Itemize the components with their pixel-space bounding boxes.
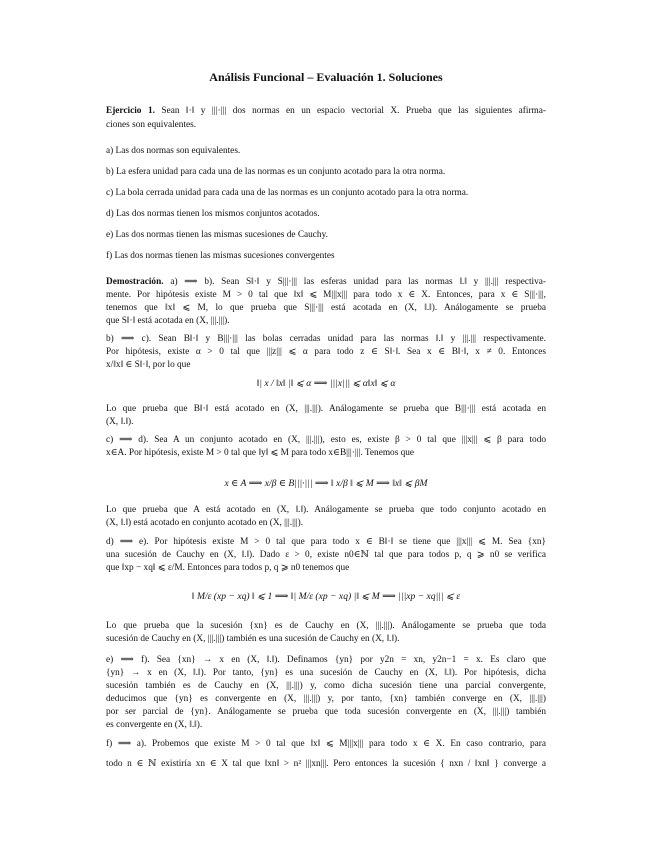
proof-line: que ‖xp − xq‖ ⩽ ε/M. Entonces para todos p, q ⩾ n0 tenemos que bbox=[106, 563, 350, 573]
proof-line: todo n ∈ ℕ existiría xn ∈ X tal que ‖xn‖ > n² |||xn|||. Pero entonces la sucesión { nxn / ‖xn‖ } converge a bbox=[106, 759, 546, 769]
list-item: e) Las dos normas tienen las mismas sucesiones de Cauchy. bbox=[106, 230, 328, 240]
list-item: a) Las dos normas son equivalentes. bbox=[106, 146, 241, 156]
proof-line: b) ⟹ c). Sean B‖·‖ y B|||·||| las bolas cerradas unidad para las normas ‖.‖ y |||.||| respectivamente. bbox=[106, 334, 546, 344]
equation: ‖ M/ε (xp − xq) ‖ ⩽ 1 ⟹ ‖| M/ε (xp − xq) |‖ ⩽ M ⟹ |||xp − xq||| ⩽ ε bbox=[191, 591, 461, 602]
exercise-line bbox=[106, 105, 546, 117]
list-item: d) Las dos normas tienen los mismos conjuntos acotados. bbox=[106, 209, 320, 219]
list-item: f) Las dos normas tienen las mismas sucesiones convergentes bbox=[106, 251, 335, 261]
proof-line: mente. Por hipótesis existe M > 0 tal que ‖x‖ ⩽ M|||x||| para todo x ∈ X. Entonces, para x ∈ S|||·|||, bbox=[106, 290, 546, 300]
proof-line: deducimos que {yn} es convergente en (X, |||.|||) y, por tanto, {xn} también converge en (X, |||.|||) bbox=[106, 694, 546, 704]
exercise-line: ciones son equivalentes. bbox=[106, 120, 197, 130]
proof-line: e) ⟹ f). Sea {xn} → x en (X, ‖.‖). Definamos {yn} por y2n = xn, y2n−1 = x. Es claro que bbox=[106, 655, 546, 665]
proof-line: x∈A. Por hipótesis, existe M > 0 tal que ‖y‖ ⩽ M para todo x∈B|||·|||. Tenemos que bbox=[106, 448, 415, 458]
proof-label: Demostración. bbox=[106, 277, 164, 287]
page-title: Análisis Funcional – Evaluación 1. Soluciones bbox=[209, 70, 443, 84]
list-item: b) La esfera unidad para cada una de las normas es un conjunto acotado para la otra norma. bbox=[106, 167, 446, 177]
proof-line: Por hipótesis, existe α > 0 tal que |||z||| ⩽ α para todo z ∈ S‖·‖. Sea x ∈ B‖·‖, x ≠ 0. Entonces bbox=[106, 347, 546, 357]
exercise-label: Ejercicio 1. bbox=[106, 106, 155, 116]
proof-line: sucesión también es de Cauchy en (X, |||.|||) y, como dicha sucesión tiene una parcial convergente, bbox=[106, 681, 546, 691]
proof-line: (X, ‖.‖). bbox=[106, 417, 134, 427]
proof-line: x/‖x‖ ∈ S‖·‖, por lo que bbox=[106, 360, 191, 370]
equation: ‖| x / ‖x‖ |‖ ⩽ α ⟹ |||x||| ⩽ α‖x‖ ⩽ α bbox=[256, 378, 396, 389]
proof-line: sucesión de Cauchy en (X, |||.|||) también es una sucesión de Cauchy en (X, ‖.‖). bbox=[106, 634, 400, 644]
list-item: c) La bola cerrada unidad para cada una de las normas es un conjunto acotado para la otra norma. bbox=[106, 188, 469, 198]
proof-line: c) ⟹ d). Sea A un conjunto acotado en (X, |||.|||), esto es, existe β > 0 tal que |||x||| ⩽ β para todo bbox=[106, 435, 546, 445]
proof-line: Lo que prueba que B‖·‖ está acotado en (X, |||.|||). Análogamente se prueba que B|||·||| está acotada en bbox=[106, 404, 546, 414]
proof-line: Lo que prueba que A está acotado en (X, ‖.‖). Análogamente se prueba que todo conjunto acotado en bbox=[106, 505, 546, 515]
proof-line: (X, ‖.‖) está acotado en conjunto acotado en (X, |||.|||). bbox=[106, 518, 304, 528]
proof-line bbox=[106, 276, 546, 288]
proof-line: Lo que prueba que la sucesión {xn} es de Cauchy en (X, |||.|||). Análogamente se prueba que toda bbox=[106, 621, 546, 631]
proof-line: tenemos que ‖x‖ ⩽ M, lo que prueba que S|||·||| está acotada en (X, ‖.‖). Análogamente se prueba bbox=[106, 303, 546, 313]
equation: x ∈ A ⟹ x/β ∈ B|||·||| ⟹ ‖ x/β ‖ ⩽ M ⟹ ‖x‖ ⩽ βM bbox=[224, 478, 428, 489]
proof-line: por ser parcial de {yn}. Análogamente se prueba que toda sucesión convergente en (X, |||.|||) también bbox=[106, 707, 546, 717]
proof-line: f) ⟹ a). Probemos que existe M > 0 tal que ‖x‖ ⩽ M|||x||| para todo x ∈ X. En caso contrario, para bbox=[106, 739, 546, 749]
proof-line: d) ⟹ e). Por hipótesis existe M > 0 tal que para todo x ∈ B‖·‖ se tiene que |||x||| ⩽ M. Sea {xn} bbox=[106, 537, 546, 547]
exercise-text: Sean ‖·‖ y |||·||| dos normas en un espacio vectorial X. Prueba que las siguientes afirma- bbox=[161, 106, 546, 116]
proof-line: es convergente en (X, ‖.‖). bbox=[106, 720, 203, 730]
proof-line: {yn} → x en (X, ‖.‖). Por tanto, {yn} es una sucesión de Cauchy en (X, ‖.‖). Por hipótesis, dicha bbox=[106, 668, 546, 678]
proof-line: que S‖·‖ está acotada en (X, |||.|||). bbox=[106, 316, 230, 326]
proof-line: una sucesión de Cauchy en (X, ‖.‖). Dado ε > 0, existe n0∈ℕ tal que para todos p, q ⩾ n0 se verifica bbox=[106, 550, 546, 560]
proof-text: a) ⟹ b). Sean S‖·‖ y S|||·||| las esferas unidad para las normas ‖.‖ y |||.||| respectiva- bbox=[170, 277, 546, 287]
